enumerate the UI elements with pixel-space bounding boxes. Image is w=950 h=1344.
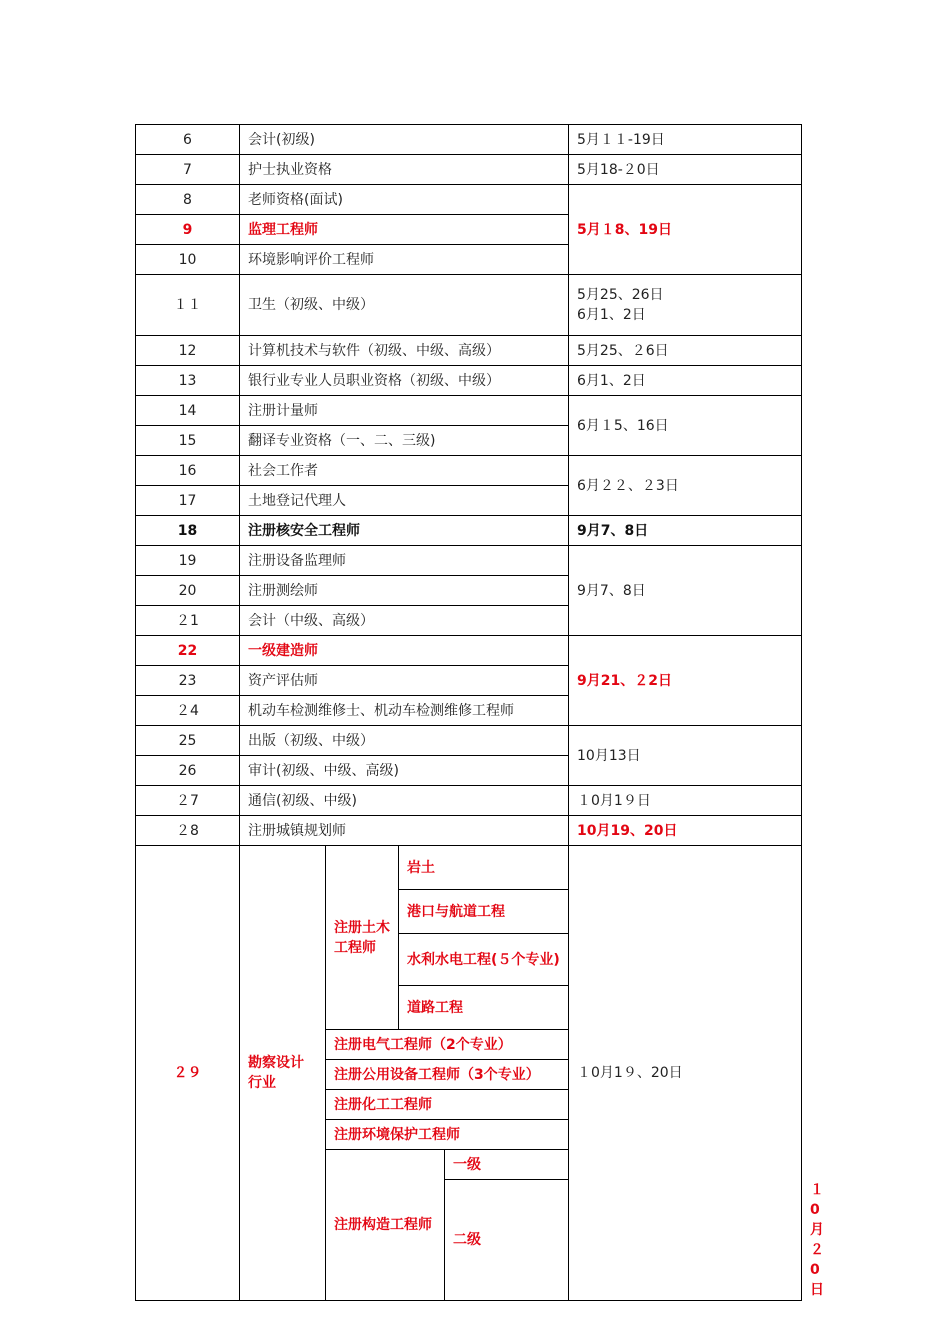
exam-subcategory: 注册化工工程师 [326, 1090, 569, 1120]
row-number: ２7 [136, 786, 240, 816]
exam-specialty: 港口与航道工程 [399, 890, 569, 934]
exam-name: 机动车检测维修士、机动车检测维修工程师 [240, 696, 569, 726]
exam-subcategory: 注册土木工程师 [326, 846, 399, 1030]
exam-name: 会计(初级) [240, 125, 569, 155]
exam-name: 注册测绘师 [240, 576, 569, 606]
exam-subcategory: 注册公用设备工程师（3个专业） [326, 1060, 569, 1090]
table-row [136, 516, 802, 546]
exam-date [569, 275, 802, 336]
row-number: 22 [136, 636, 240, 666]
exam-name: 翻译专业资格（一、二、三级) [240, 426, 569, 456]
exam-name: 监理工程师 [240, 215, 569, 245]
table-row [136, 546, 802, 576]
exam-name: 卫生（初级、中级） [240, 275, 569, 336]
exam-specialty: 水利水电工程(５个专业) [399, 934, 569, 986]
exam-subcategory: 注册环境保护工程师 [326, 1120, 569, 1150]
exam-name: 银行业专业人员职业资格（初级、中级） [240, 366, 569, 396]
exam-date: 9月21、２2日 [569, 636, 802, 726]
exam-name: 出版（初级、中级） [240, 726, 569, 756]
row-number: 15 [136, 426, 240, 456]
row-number: 16 [136, 456, 240, 486]
table-row [136, 125, 802, 155]
exam-date: 6月１5、16日 [569, 396, 802, 456]
exam-date: 5月25、２6日 [569, 336, 802, 366]
exam-specialty: 道路工程 [399, 986, 569, 1030]
row-number: １１ [136, 275, 240, 336]
exam-name: 通信(初级、中级) [240, 786, 569, 816]
table-row [136, 816, 802, 846]
row-number: 10 [136, 245, 240, 275]
exam-name: 会计（中级、高级） [240, 606, 569, 636]
exam-subcategory: 注册构造工程师 [326, 1150, 445, 1301]
exam-date: 9月7、8日 [569, 546, 802, 636]
exam-date: 10月19、20日 [569, 816, 802, 846]
row-number: ２1 [136, 606, 240, 636]
exam-date: 5月１１-19日 [569, 125, 802, 155]
exam-name: 审计(初级、中级、高级) [240, 756, 569, 786]
row-number: 9 [136, 215, 240, 245]
table-row [136, 366, 802, 396]
row-number: 18 [136, 516, 240, 546]
exam-name: 注册核安全工程师 [240, 516, 569, 546]
exam-name: 注册设备监理师 [240, 546, 569, 576]
table-row [136, 456, 802, 486]
exam-name: 计算机技术与软件（初级、中级、高级） [240, 336, 569, 366]
exam-date: 6月1、2日 [569, 366, 802, 396]
row-number: 26 [136, 756, 240, 786]
row-number: 14 [136, 396, 240, 426]
row-number: 17 [136, 486, 240, 516]
exam-name: 老师资格(面试) [240, 185, 569, 215]
exam-date: 5月１8、19日 [569, 185, 802, 275]
row-number: 19 [136, 546, 240, 576]
row-number: 13 [136, 366, 240, 396]
exam-name: 注册城镇规划师 [240, 816, 569, 846]
table-row [136, 786, 802, 816]
exam-name: 注册计量师 [240, 396, 569, 426]
exam-name: 社会工作者 [240, 456, 569, 486]
exam-date: 10月13日 [569, 726, 802, 786]
row-number: 7 [136, 155, 240, 185]
row-number: 6 [136, 125, 240, 155]
exam-subcategory: 注册电气工程师（2个专业） [326, 1030, 569, 1060]
exam-level: 一级 [445, 1150, 569, 1180]
exam-date: 5月18-２0日 [569, 155, 802, 185]
exam-date: １0月1９、20日 [569, 846, 802, 1301]
row-number: 12 [136, 336, 240, 366]
row-number: ２8 [136, 816, 240, 846]
table-row [136, 846, 802, 890]
exam-date-line: 5月25、26日 [577, 287, 664, 303]
exam-date: １0月1９日 [569, 786, 802, 816]
exam-name: 土地登记代理人 [240, 486, 569, 516]
row-number: 20 [136, 576, 240, 606]
table-row [136, 185, 802, 215]
row-number: 25 [136, 726, 240, 756]
row-number: ２９ [136, 846, 240, 1301]
table-row [136, 155, 802, 185]
exam-schedule-table [135, 124, 824, 1301]
table-row: 二级 １0月２0日 [136, 1180, 802, 1301]
exam-name: 环境影响评价工程师 [240, 245, 569, 275]
table-row [136, 396, 802, 426]
exam-date: 6月２２、２3日 [569, 456, 802, 516]
row-number: 8 [136, 185, 240, 215]
row-number: ２4 [136, 696, 240, 726]
exam-category: 勘察设计行业 [240, 846, 326, 1301]
table-row [136, 726, 802, 756]
exam-level: 二级 [445, 1180, 569, 1301]
exam-name: 一级建造师 [240, 636, 569, 666]
exam-name: 资产评估师 [240, 666, 569, 696]
exam-specialty: 岩土 [399, 846, 569, 890]
row-number: 23 [136, 666, 240, 696]
table-row [136, 636, 802, 666]
exam-date-line: 6月1、2日 [577, 307, 646, 323]
exam-date: 9月7、8日 [569, 516, 802, 546]
exam-name: 护士执业资格 [240, 155, 569, 185]
table-row [136, 336, 802, 366]
table-row [136, 275, 802, 336]
